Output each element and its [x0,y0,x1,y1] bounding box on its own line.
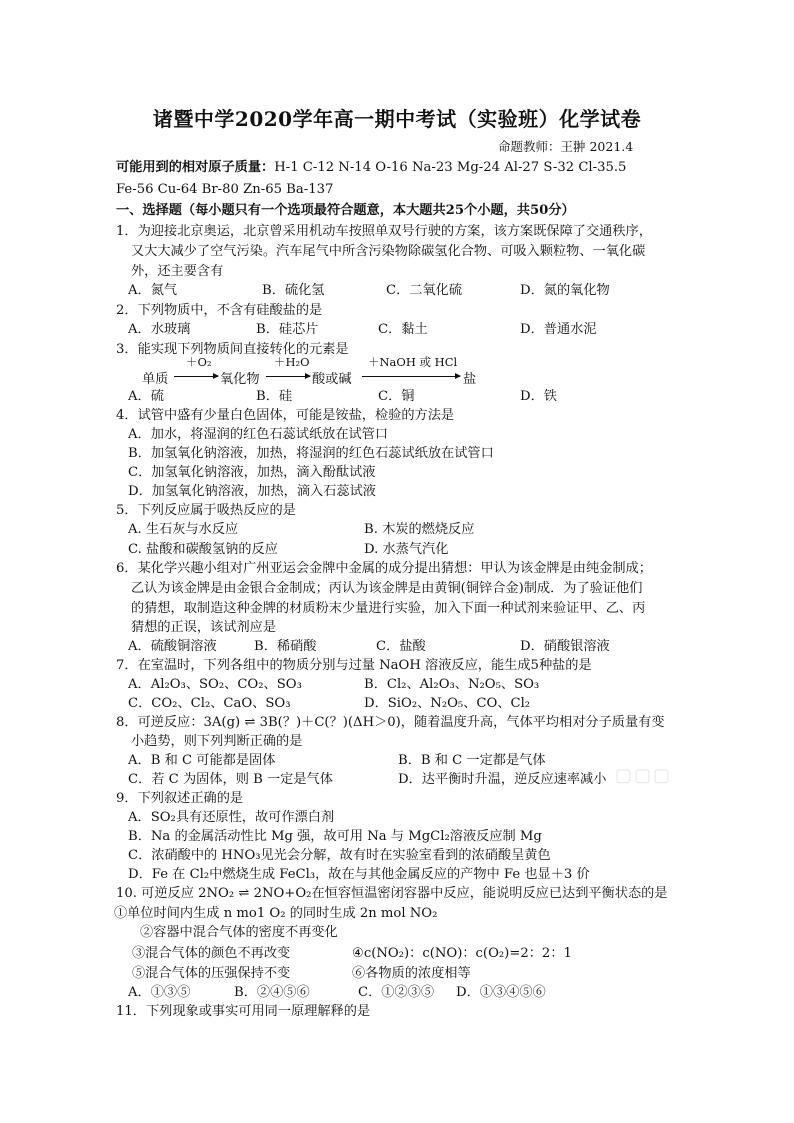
atomic-mass-values-1: H-1 C-12 N-14 O-16 Na-23 Mg-24 Al-27 S-32 Cl-35.5 [274,160,627,175]
arrow-icon [174,376,218,377]
author-line: 命题教师：王翀 2021.4 [498,139,634,154]
q6-line-3: 的猜想，取制造这种金牌的材质粉末少量进行实验，加入下面一种试剂来验证甲、乙、丙 [131,601,646,616]
q6-line-4: 猜想的正误，该试剂应是 [131,620,277,635]
q9-option-d: D．Fe 在 Cl₂中燃烧生成 FeCl₃，故在与其他金属反应的产物中 Fe 也显＋3 价 [128,867,590,882]
q2-option-c: C．黏土 [378,322,428,337]
q7-option-a: A．Al₂O₃、SO₂、CO₂、SO₃ [128,677,302,692]
q5-option-a: A. 生石灰与水反应 [128,522,239,537]
q10-item-4: ④c(NO₂)：c(NO)：c(O₂)=2：2：1 [352,946,572,961]
q9-line-1: 9．下列叙述正确的是 [116,791,244,806]
q2-line-1: 2．下列物质中，不含有硅酸盐的是 [116,303,323,318]
chain-salt: 盐 [463,372,477,387]
q10-item-1: ①单位时间内生成 n mo1 O₂ 的同时生成 2n mol NO₂ [114,906,438,921]
page-title: 诸暨中学2020学年高一期中考试（实验班）化学试卷 [152,107,642,131]
chain-reagent-1: ＋O₂ [186,355,212,369]
q3-option-d: D．铁 [520,389,557,404]
q9-option-b: B．Na 的金属活动性比 Mg 强，故可用 Na 与 MgCl₂溶液反应制 Mg [128,829,542,844]
q10-option-d: D．①③④⑤⑥ [456,985,546,1000]
q10-line-1: 10. 可逆反应 2NO₂ ⇌ 2NO+O₂在恒容恒温密闭容器中反应，能说明反应已达到平衡状态的是 [116,886,668,901]
q1-option-a: A．氮气 [128,283,178,298]
atomic-mass-label: 可能用到的相对原子质量： [116,160,275,175]
q10-option-c: C．①②③⑤ [358,985,435,1000]
q1-line-1: 1．为迎接北京奥运，北京曾采用机动车按照单双号行驶的方案，该方案既保障了交通秩序， [116,224,652,239]
watermark-logo: ▢▢▢ [615,765,673,786]
q8-line-1: 8．可逆反应：3A(g) ⇌ 3B(？)＋C(？)(ΔH＞0)，随着温度升高，气体平均相对分子质量有变 [116,715,665,730]
q2-option-b: B．硅芯片 [256,322,319,337]
q7-option-c: C．CO₂、Cl₂、CaO、SO₃ [128,696,291,711]
q10-option-b: B．②④⑤⑥ [234,985,310,1000]
q4-option-d: D．加氢氧化钠溶液，加热，滴入石蕊试液 [128,484,376,499]
q4-line-1: 4．试管中盛有少量白色固体，可能是铵盐，检验的方法是 [116,408,455,423]
q1-line-3: 外，还主要含有 [131,264,224,279]
atomic-mass-line-1 [116,158,626,177]
q4-option-b: B．加氢氧化钠溶液，加热，将湿润的红色石蕊试纸放在试管口 [128,446,494,461]
q5-line-1: 5．下列反应属于吸热反应的是 [116,503,296,518]
q1-option-c: C．二氧化硫 [386,283,463,298]
q1-option-d: D．氮的氧化物 [520,283,610,298]
q2-option-a: A．水玻璃 [128,322,191,337]
q8-option-d: D．达平衡时升温，逆反应速率减小 [398,772,607,787]
q4-option-a: A．加水，将湿润的红色石蕊试纸放在试管口 [128,427,389,442]
q7-option-d: D．SiO₂、N₂O₅、CO、Cl₂ [364,696,531,711]
arrow-icon [266,376,310,377]
q7-option-b: B．Cl₂、Al₂O₃、N₂O₅、SO₃ [364,677,540,692]
q7-line-1: 7．在室温时，下列各组中的物质分别与过量 NaOH 溶液反应，能生成5种盐的是 [116,658,592,673]
q1-line-2: 又大大减少了空气污染。汽车尾气中所含污染物除碳氢化合物、可吸入颗粒物、一氧化碳 [131,244,646,259]
q10-item-5: ⑤混合气体的压强保持不变 [132,966,291,981]
q10-item-3: ③混合气体的颜色不再改变 [132,946,291,961]
arrow-icon [362,376,460,377]
q6-option-c: C．盐酸 [376,639,426,654]
q5-option-d: D. 水蒸气汽化 [364,542,449,557]
q3-option-a: A．硫 [128,389,164,404]
q10-item-2: ②容器中混合气体的密度不再变化 [140,925,338,940]
q8-line-2: 小趋势，则下列判断正确的是 [131,734,303,749]
q9-option-a: A．SO₂具有还原性，故可作漂白剂 [128,810,335,825]
q5-option-c: C. 盐酸和碳酸氢钠的反应 [128,542,278,557]
q8-option-c: C．若 C 为固体，则 B 一定是气体 [128,772,333,787]
q8-option-b: B．B 和 C 一定都是气体 [398,753,546,768]
q3-option-c: C．铜 [378,389,415,404]
q6-option-a: A．硫酸铜溶液 [128,639,217,654]
chain-oxide: 氧化物 [220,372,260,387]
q6-line-2: 乙认为该金牌是由金银合金制成；丙认为该金牌是由黄铜(铜锌合金)制成．为了验证他们 [131,581,643,596]
chain-reagent-2: ＋H₂O [274,355,310,369]
q3-option-b: B．硅 [256,389,293,404]
q6-line-1: 6．某化学兴趣小组对广州亚运会金牌中金属的成分提出猜想：甲认为该金牌是由纯金制成； [116,561,652,576]
q2-option-d: D．普通水泥 [520,322,597,337]
conversion-chain [140,354,490,394]
q5-option-b: B. 木炭的燃烧反应 [364,522,475,537]
chain-reagent-3: ＋NaOH 或 HCl [368,355,458,369]
q9-option-c: C．浓硝酸中的 HNO₃见光会分解，故有时在实验室看到的浓硝酸呈黄色 [128,848,551,863]
q3-line-1: 3．能实现下列物质间直接转化的元素是 [116,342,349,357]
chain-element: 单质 [142,372,169,387]
atomic-mass-line-2: Fe-56 Cu-64 Br-80 Zn-65 Ba-137 [116,182,334,197]
q8-option-a: A．B 和 C 可能都是固体 [128,753,276,768]
q11-line-1: 11．下列现象或事实可用同一原理解释的是 [116,1004,371,1019]
q6-option-b: B．稀硝酸 [254,639,317,654]
q1-option-b: B．硫化氢 [262,283,325,298]
q6-option-d: D．硝酸银溶液 [520,639,610,654]
q4-option-c: C．加氢氧化钠溶液，加热，滴入酚酞试液 [128,465,376,480]
section-heading: 一、选择题（每小题只有一个选项最符合题意，本大题共25个小题，共50分） [116,203,575,218]
q10-item-6: ⑥各物质的浓度相等 [352,966,471,981]
chain-acid-base: 酸或碱 [312,372,352,387]
q10-option-a: A．①③⑤ [128,985,191,1000]
